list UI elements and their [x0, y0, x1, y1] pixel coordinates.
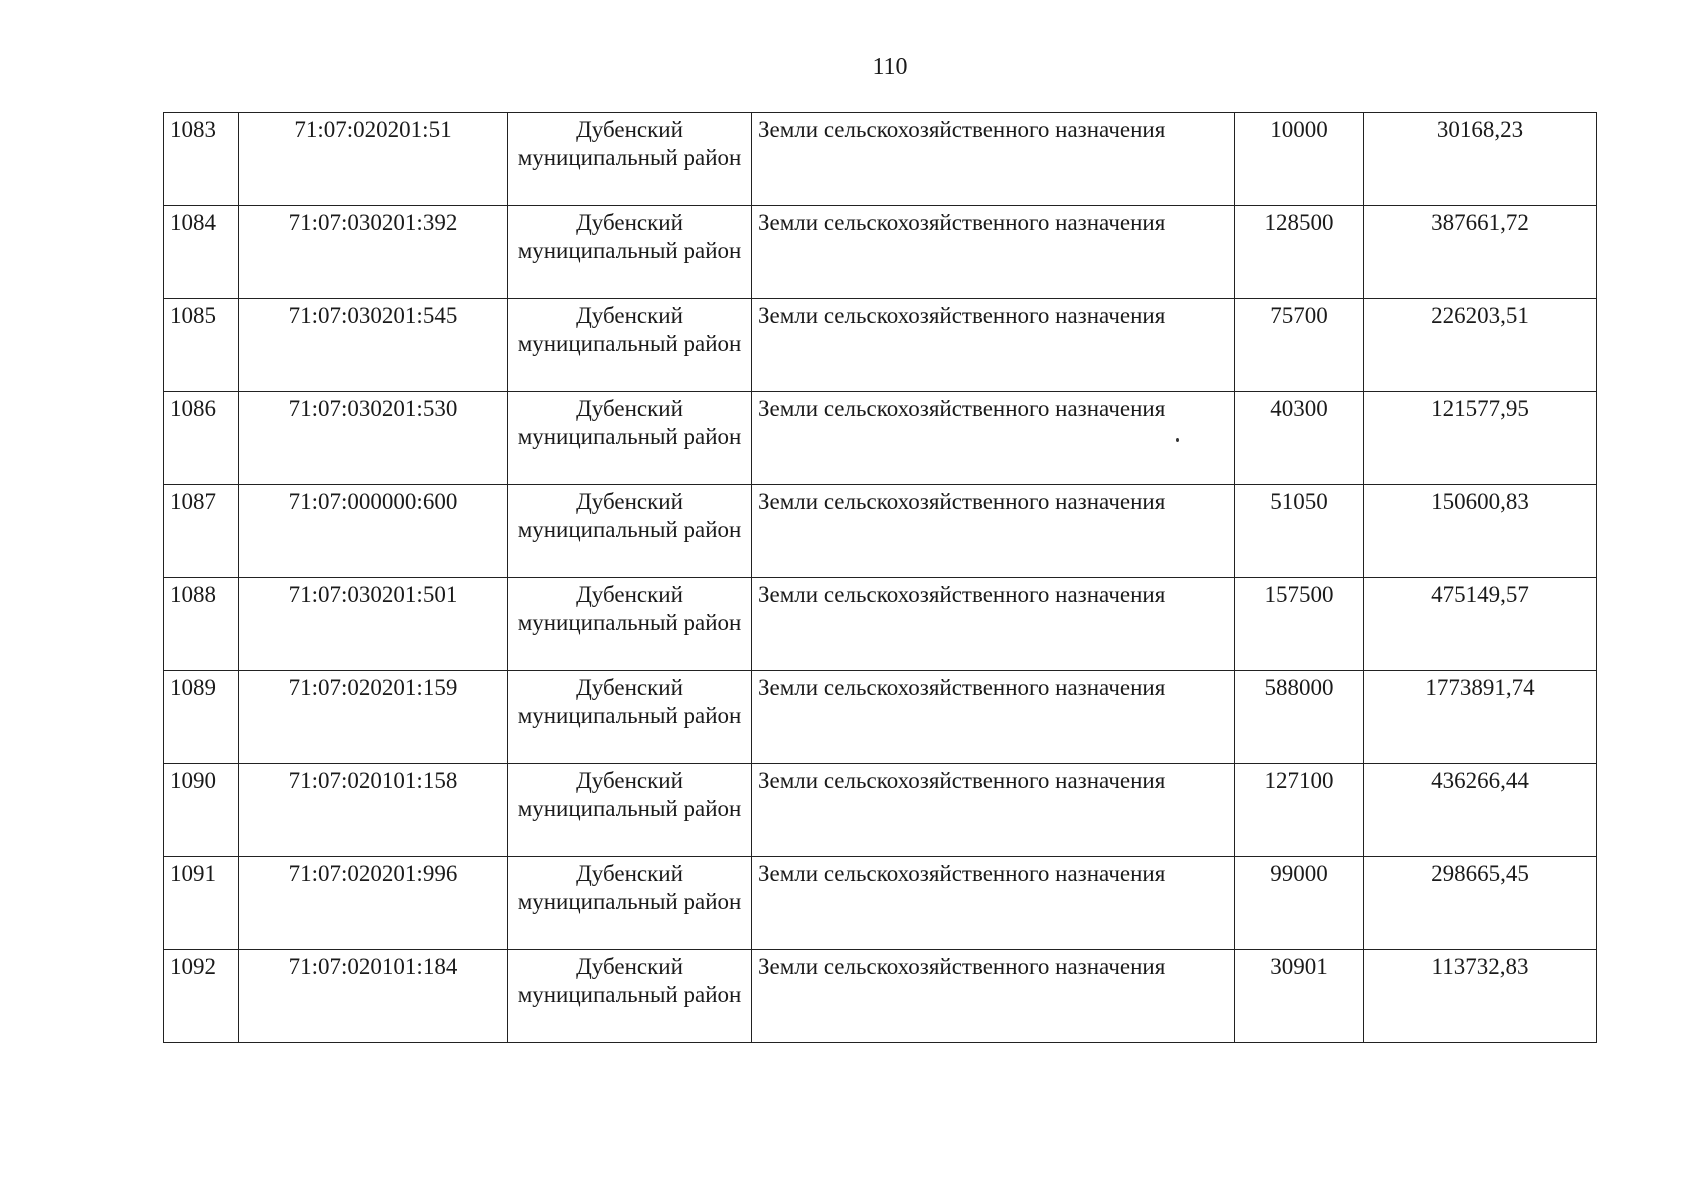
- row-number: 1091: [164, 857, 239, 950]
- table-body: [164, 113, 1597, 1043]
- cadastral-number: 71:07:030201:530: [239, 392, 508, 485]
- plot-area: 128500: [1235, 206, 1364, 299]
- row-number: 1088: [164, 578, 239, 671]
- cadastral-number: 71:07:030201:392: [239, 206, 508, 299]
- plot-area: 157500: [1235, 578, 1364, 671]
- plot-area: 127100: [1235, 764, 1364, 857]
- scan-speck: [1176, 438, 1179, 442]
- plot-area: 99000: [1235, 857, 1364, 950]
- table-row: [164, 578, 1597, 671]
- table-row: [164, 485, 1597, 578]
- district-name: Дубенский муниципальный район: [508, 206, 752, 299]
- district-name: Дубенский муниципальный район: [508, 950, 752, 1043]
- district-name: Дубенский муниципальный район: [508, 578, 752, 671]
- plot-area: 588000: [1235, 671, 1364, 764]
- plot-area: 40300: [1235, 392, 1364, 485]
- district-name: Дубенский муниципальный район: [508, 857, 752, 950]
- land-category: Земли сельскохозяйственного назначения: [752, 671, 1235, 764]
- land-category: Земли сельскохозяйственного назначения: [752, 578, 1235, 671]
- land-category: Земли сельскохозяйственного назначения: [752, 485, 1235, 578]
- table-row: [164, 113, 1597, 206]
- table-row: [164, 857, 1597, 950]
- page-number: 110: [872, 54, 908, 80]
- row-number: 1083: [164, 113, 239, 206]
- row-number: 1087: [164, 485, 239, 578]
- land-plots-table: [163, 112, 1597, 1043]
- cadastral-cost: 1773891,74: [1364, 671, 1597, 764]
- plot-area: 10000: [1235, 113, 1364, 206]
- row-number: 1086: [164, 392, 239, 485]
- land-category: Земли сельскохозяйственного назначения: [752, 392, 1235, 485]
- cadastral-number: 71:07:020101:184: [239, 950, 508, 1043]
- row-number: 1090: [164, 764, 239, 857]
- cadastral-cost: 387661,72: [1364, 206, 1597, 299]
- cadastral-number: 71:07:000000:600: [239, 485, 508, 578]
- cadastral-number: 71:07:020201:996: [239, 857, 508, 950]
- district-name: Дубенский муниципальный район: [508, 485, 752, 578]
- table-row: [164, 299, 1597, 392]
- cadastral-cost: 150600,83: [1364, 485, 1597, 578]
- table-row: [164, 392, 1597, 485]
- cadastral-cost: 226203,51: [1364, 299, 1597, 392]
- plot-area: 30901: [1235, 950, 1364, 1043]
- cadastral-cost: 121577,95: [1364, 392, 1597, 485]
- cadastral-number: 71:07:020201:159: [239, 671, 508, 764]
- row-number: 1089: [164, 671, 239, 764]
- district-name: Дубенский муниципальный район: [508, 764, 752, 857]
- row-number: 1092: [164, 950, 239, 1043]
- district-name: Дубенский муниципальный район: [508, 113, 752, 206]
- land-category: Земли сельскохозяйственного назначения: [752, 950, 1235, 1043]
- land-category: Земли сельскохозяйственного назначения: [752, 206, 1235, 299]
- land-category: Земли сельскохозяйственного назначения: [752, 764, 1235, 857]
- cadastral-number: 71:07:030201:501: [239, 578, 508, 671]
- cadastral-cost: 436266,44: [1364, 764, 1597, 857]
- cadastral-number: 71:07:020101:158: [239, 764, 508, 857]
- cadastral-cost: 113732,83: [1364, 950, 1597, 1043]
- cadastral-cost: 298665,45: [1364, 857, 1597, 950]
- land-category: Земли сельскохозяйственного назначения: [752, 113, 1235, 206]
- row-number: 1085: [164, 299, 239, 392]
- table-row: [164, 206, 1597, 299]
- cadastral-cost: 30168,23: [1364, 113, 1597, 206]
- cadastral-cost: 475149,57: [1364, 578, 1597, 671]
- row-number: 1084: [164, 206, 239, 299]
- table-row: [164, 764, 1597, 857]
- land-category: Земли сельскохозяйственного назначения: [752, 299, 1235, 392]
- district-name: Дубенский муниципальный район: [508, 671, 752, 764]
- land-category: Земли сельскохозяйственного назначения: [752, 857, 1235, 950]
- district-name: Дубенский муниципальный район: [508, 392, 752, 485]
- plot-area: 75700: [1235, 299, 1364, 392]
- table-row: [164, 671, 1597, 764]
- district-name: Дубенский муниципальный район: [508, 299, 752, 392]
- plot-area: 51050: [1235, 485, 1364, 578]
- table-row: [164, 950, 1597, 1043]
- cadastral-number: 71:07:020201:51: [239, 113, 508, 206]
- cadastral-number: 71:07:030201:545: [239, 299, 508, 392]
